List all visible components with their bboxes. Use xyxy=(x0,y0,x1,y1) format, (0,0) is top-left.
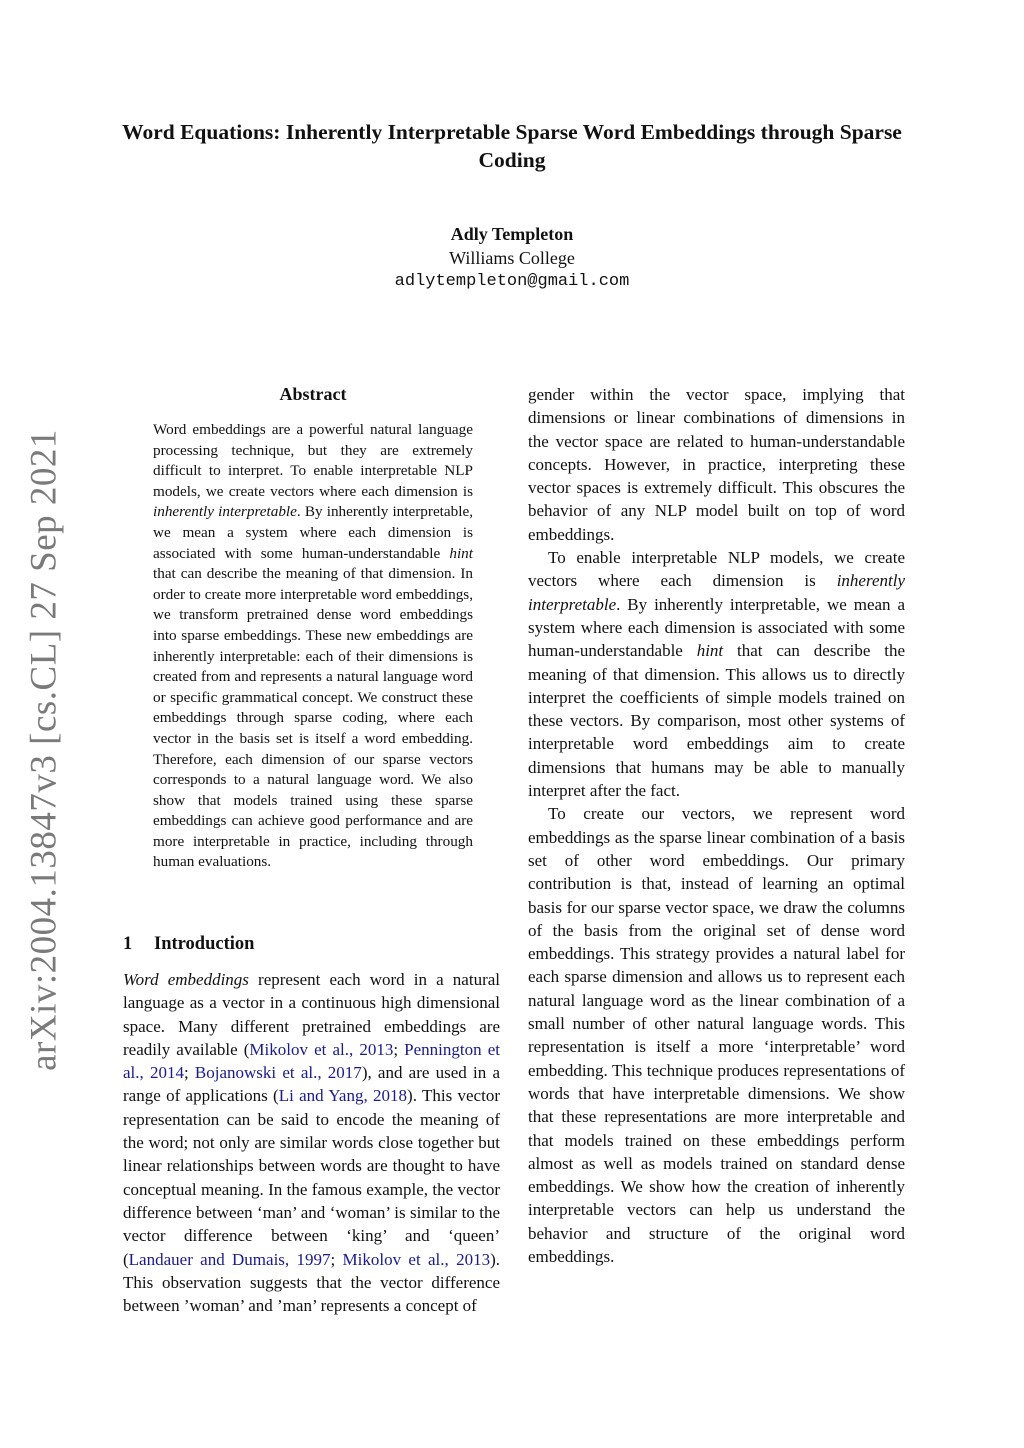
intro-paragraph-1-continued: gender within the vector space, implying that dimensions or linear combinations of dimensions in the vector space are related to human-understandable concepts. However, in practice, interpreting these vector spaces is extremely difficult. This obscures the behavior of any NLP model built on top of word embeddings. xyxy=(528,385,905,544)
intro-paragraph-3: To create our vectors, we represent word embeddings as the sparse linear combination of a basis set of other word embeddings. Our primary contribution is that, instead of learning an optimal basis for our sparse vector space, we draw the columns of the basis from the original set of dense word embeddings. This strategy provides a natural label for each sparse dimension and allows us to represent each natural language word as the linear combination of a small number of other natural language words. This representation is itself a more ‘interpretable’ word embedding. This technique produces representations of words that have interpretable dimensions. We show that these representations are more interpretable and that models trained on these embeddings perform almost as well as models trained on standard dense embeddings. We show how the creation of inherently interpretable vectors can help us understand the behavior and structure of the original word embeddings. xyxy=(528,804,905,1266)
section-heading-introduction xyxy=(123,932,500,956)
author-block xyxy=(262,222,762,294)
emphasis: Word embeddings xyxy=(123,970,249,989)
abstract-section xyxy=(153,382,473,873)
citation-link[interactable]: Mikolov et al., 2013 xyxy=(249,1039,394,1059)
paper-title: Word Equations: Inherently Interpretable Sparse Word Embeddings through Sparse Coding xyxy=(122,120,902,172)
author-name: Adly Templeton xyxy=(450,224,574,244)
citation-link[interactable]: Mikolov et al., 2013 xyxy=(342,1249,491,1269)
abstract-text: Word embeddings are a powerful natural language processing technique, but they are extremely difficult to interpret. To enable interpretable NLP models, we create vectors where each dimension is inherently interpretable. By inherently interpretable, we mean a system where each dimension is associated with some human-understandable hint that can describe the meaning of that dimension. In order to create more interpretable word embeddings, we transform pretrained dense word embeddings into sparse embeddings. These new embeddings are inherently interpretable: each of their dimensions is created from and represents a natural language word or specific grammatical concept. We construct these embeddings through sparse coding, where each vector in the basis set is itself a word embedding. Therefore, each dimension of our sparse vectors corresponds to a natural language word. We also show that models trained using these sparse embeddings can achieve good performance and are more interpretable in practice, including through human evaluations. xyxy=(153,421,473,871)
intro-paragraph-1: Word embeddings represent each word in a natural language as a vector in a continuous high dimensional space. Many different pretrained embeddings are readily available (Mikolov et al., 2013; Pennington et al., 2014; Bojanowski et al., 2017), and are used in a range of applications (Li and Yang, 2018). This vector representation can be said to encode the meaning of the word; not only are similar words close together but linear relationships between words are thought to have conceptual meaning. In the famous example, the vector difference between ‘man’ and ‘woman’ is similar to the vector difference between ‘king’ and ‘queen’ (Landauer and Dumais, 1997; Mikolov et al., 2013). This observation suggests that the vector difference between ’woman’ and ’man’ represents a concept of xyxy=(123,970,500,1316)
introduction-left-column xyxy=(123,932,500,1317)
emphasis: hint xyxy=(449,544,473,562)
citation-link[interactable]: Pennington et al., 2014 xyxy=(123,1039,500,1083)
citation-link[interactable]: Bojanowski et al., 2017 xyxy=(194,1063,362,1083)
section-title: Introduction xyxy=(154,934,255,954)
introduction-right-column xyxy=(528,383,905,1268)
column-split-text: ). This observation suggests that the vector difference between ’woman’ and ’man’ represents a concept of xyxy=(123,1249,500,1316)
emphasis: inherently interpretable xyxy=(528,571,905,614)
intro-paragraph-2: To enable interpretable NLP models, we create vectors where each dimension is inherently interpretable. By inherently interpretable, we mean a system where each dimension is associated with some human-understandable hint that can describe the meaning of that dimension. This allows us to directly interpret the coefficients of simple models trained on these vectors. By comparison, most other systems of interpretable word embeddings aim to create dimensions that humans may be able to manually interpret after the fact. xyxy=(528,548,905,801)
abstract-heading: Abstract xyxy=(279,384,347,404)
arxiv-identifier: arXiv:2004.13847v3 [cs.CL] 27 Sep 2021 xyxy=(23,429,65,1071)
author-affiliation: Williams College xyxy=(449,248,575,268)
citation-link[interactable]: Landauer and Dumais, 1997 xyxy=(128,1249,331,1269)
citation-link[interactable]: Li and Yang, 2018 xyxy=(278,1086,408,1106)
emphasis: inherently interpretable xyxy=(153,503,297,521)
emphasis: hint xyxy=(696,641,724,661)
section-number: 1 xyxy=(123,934,133,954)
author-email: adlytempleton@gmail.com xyxy=(394,272,630,291)
